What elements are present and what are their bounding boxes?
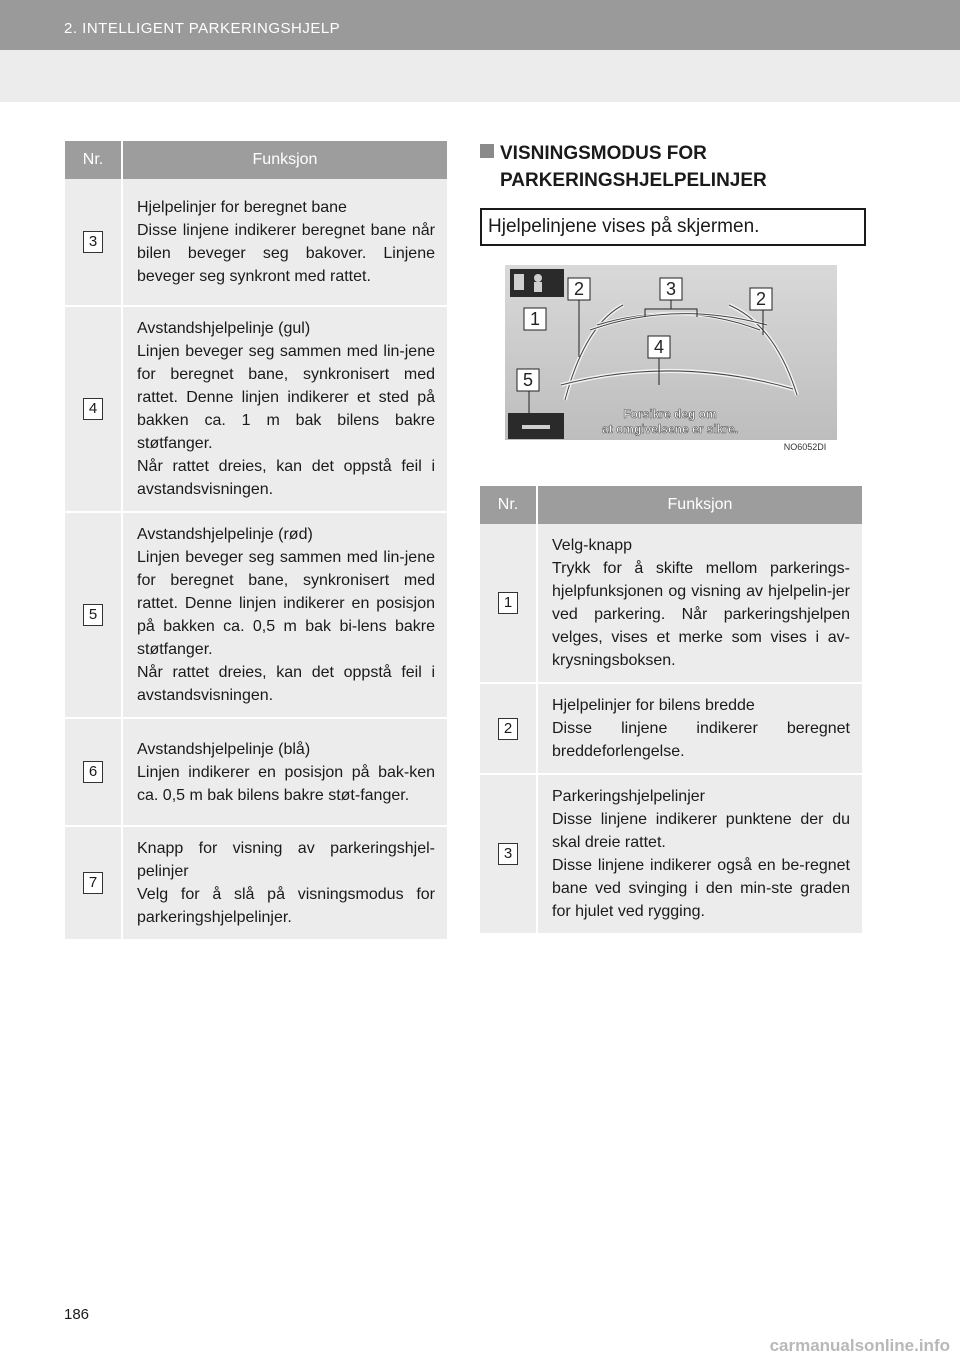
row-description: [123, 513, 447, 719]
table-row: [480, 775, 862, 935]
callout-2-left: [568, 278, 590, 300]
desc-line: Knapp for visning av parkeringshjel-pelinjer: [137, 840, 435, 880]
table-row: [65, 307, 447, 513]
row-number: 3: [498, 843, 518, 865]
table-row: [65, 179, 447, 307]
right-col-funksjon: Funksjon: [538, 486, 862, 524]
desc-line: Avstandshjelpelinje (rød): [137, 526, 313, 543]
header-bar: [0, 0, 960, 50]
table-row: [480, 524, 862, 684]
callout-label: 3: [665, 279, 677, 299]
row-description: [538, 775, 862, 935]
desc-line: Linjen beveger seg sammen med lin-jene for beregnet bane, synkronisert med rattet. Denne linjen indikerer et sted på bakken ca. 1 m bak bilens bakre støtfanger.: [137, 343, 435, 452]
section-marker-icon: [480, 144, 494, 158]
desc-line: Linjen beveger seg sammen med lin-jene for beregnet bane, synkronisert med rattet. Denne linjen indikerer en posisjon på bakken ca. 0,5 m bak bi-lens bakre støtfanger.: [137, 549, 435, 658]
guide-line-button-icon: [522, 425, 550, 429]
desc-line: Disse linjene indikerer også en be-regnet bane ved svinging i den min-ste graden for hjulet ved rygging.: [552, 857, 850, 920]
desc-line: Avstandshjelpelinje (blå): [137, 740, 311, 758]
caution-text-line1: Forsikre deg om: [623, 407, 717, 421]
desc-line: Hjelpelinjer for bilens bredde: [552, 697, 755, 714]
row-number: 1: [498, 592, 518, 614]
desc-line: Hjelpelinjer for beregnet bane: [137, 199, 347, 216]
desc-line: Når rattet dreies, kan det oppstå feil i avstandsvisningen.: [137, 664, 435, 704]
callout-label: 4: [653, 337, 665, 357]
header-band: [0, 50, 960, 102]
parking-screen-figure: [505, 265, 837, 453]
car-icon-body: [534, 282, 542, 292]
desc-line: Avstandshjelpelinje (gul): [137, 320, 311, 337]
callout-4: [648, 336, 670, 358]
table-row: [65, 827, 447, 941]
row-number: 3: [83, 231, 103, 253]
right-col-nr: Nr.: [480, 486, 538, 524]
section-title-line1: VISNINGSMODUS FOR: [500, 143, 707, 164]
boxed-instruction: Hjelpelinjene vises på skjermen.: [480, 208, 866, 246]
row-number: 2: [498, 718, 518, 740]
callout-label: 2: [755, 289, 767, 309]
desc-line: Velg for å slå på visningsmodus for parkeringshjelpelinjer.: [137, 886, 435, 926]
row-number: 6: [83, 761, 103, 783]
car-icon: [534, 274, 542, 282]
row-number: 5: [83, 604, 103, 626]
table-row: [480, 684, 862, 775]
desc-line: Trykk for å skifte mellom parkerings-hjelpfunksjonen og visning av hjelpelin-jer ved parkering. Når parkeringshjelpen velges, vises et merke som vises i av-krysningsboksen.: [552, 560, 850, 669]
desc-line: Disse linjene indikerer beregnet breddeforlengelse.: [552, 720, 850, 760]
row-description: [123, 719, 447, 827]
left-function-table: [65, 141, 447, 941]
row-description: [538, 524, 862, 684]
desc-line: Parkeringshjelpelinjer: [552, 788, 705, 805]
right-function-table: [480, 486, 862, 935]
callout-1: [524, 308, 546, 330]
callout-2-right: [750, 288, 772, 310]
watermark: carmanualsonline.info: [769, 1336, 950, 1355]
section-title-line2: PARKERINGSHJELPELINJER: [500, 170, 767, 191]
row-number: 7: [83, 872, 103, 894]
desc-line: Velg-knapp: [552, 537, 633, 554]
desc-line: Linjen indikerer en posisjon på bak-ken ca. 0,5 m bak bilens bakre støt-fanger.: [137, 763, 435, 804]
left-col-funksjon: Funksjon: [123, 141, 447, 179]
figure-code: NO6052DI: [783, 442, 827, 452]
callout-label: 1: [529, 309, 541, 329]
table-row: [65, 513, 447, 719]
callout-5: [517, 369, 539, 391]
caution-text-line2: at omgivelsene er sikre.: [601, 422, 739, 436]
callout-label: 5: [522, 370, 534, 390]
callout-3: [660, 278, 682, 300]
header-title: 2. INTELLIGENT PARKERINGSHJELP: [64, 20, 341, 37]
row-description: [123, 307, 447, 513]
row-number: 4: [83, 398, 103, 420]
left-col-nr: Nr.: [65, 141, 123, 179]
table-row: [65, 719, 447, 827]
row-description: [123, 827, 447, 941]
desc-line: Når rattet dreies, kan det oppstå feil i avstandsvisningen.: [137, 458, 435, 498]
row-description: [123, 179, 447, 307]
checkbox-icon: [514, 274, 524, 290]
callout-label: 2: [573, 279, 585, 299]
row-description: [538, 684, 862, 775]
section-title: [480, 140, 860, 194]
desc-line: Disse linjene indikerer punktene der du skal dreie rattet.: [552, 811, 850, 851]
page-number: 186: [64, 1306, 90, 1323]
desc-line: Disse linjene indikerer beregnet bane når bilen beveger seg bakover. Linjene beveger seg synkront med rattet.: [137, 222, 435, 285]
